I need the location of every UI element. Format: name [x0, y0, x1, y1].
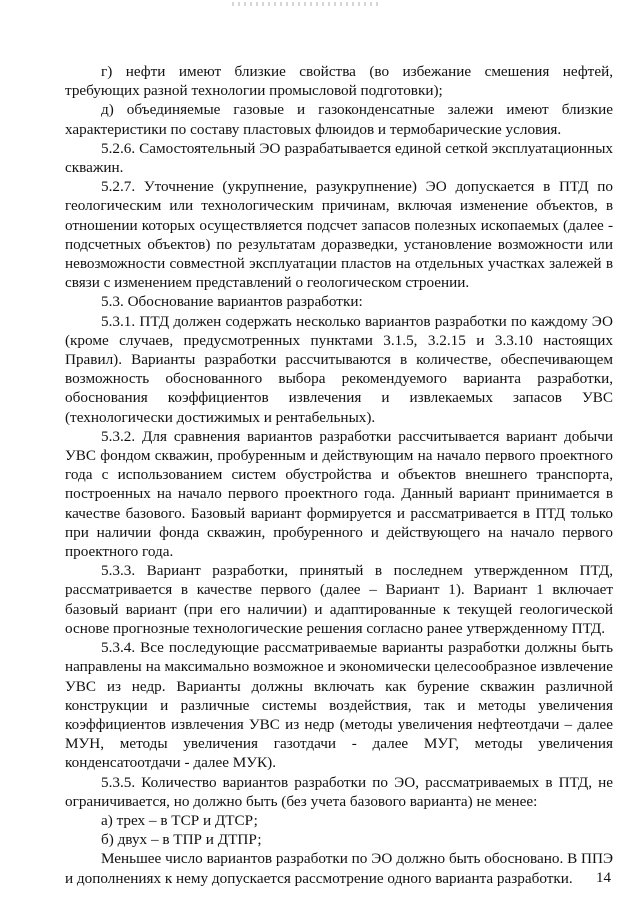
paragraph-item-g: г) нефти имеют близкие свойства (во избежание смешения нефтей, требующих разной технологии промысловой подготовки);	[65, 63, 613, 100]
paragraph-5-3-5: 5.3.5. Количество вариантов разработки по ЭО, рассматриваемых в ПТД, не ограничивается, но должно быть (без учета базового варианта) не менее:	[65, 773, 613, 810]
paragraph-5-3-2: 5.3.2. Для сравнения вариантов разработки рассчитывается вариант добычи УВС фондом скважин, пробуренным и действующим на начало первого проектного года с использованием систем обустройства и объектов внешнего транспорта, построенных на начало первого проектного года. Данный вариант принимается в качестве базового. Базовый вариант формируется и рассматривается в ПТД только при наличии фонда скважин, пробуренного и действующего на начало первого проектного года.	[65, 427, 613, 561]
list-item-a: а) трех – в ТСР и ДТСР;	[101, 811, 258, 829]
paragraph-closing: Меньшее число вариантов разработки по ЭО должно быть обосновано. В ППЭ и дополнениях к нему допускается рассмотрение одного варианта разработки.	[65, 850, 613, 887]
paragraph-5-3-1: 5.3.1. ПТД должен содержать несколько вариантов разработки по каждому ЭО (кроме случаев, предусмотренных пунктами 3.1.5, 3.2.15 и 3.3.10 настоящих Правил). Варианты разработки рассчитываются в количестве, обеспечивающем возможность обоснованного выбора рекомендуемого варианта разработки, обоснования коэффициентов извлечения и извлекаемых запасов УВС (технологически достижимых и рентабельных).	[65, 312, 613, 426]
section-heading-5-3: 5.3. Обоснование вариантов разработки:	[101, 293, 363, 311]
paragraph-5-2-7: 5.2.7. Уточнение (укрупнение, разукрупнение) ЭО допускается в ПТД по геологическим или технологическим причинам, включая изменение объектов, в отношении которых осуществляется подсчет запасов полезных ископаемых (далее - подсчетных объектов) по результатам доразведки, установление возможности или невозможности совместной эксплуатации пластов на отдельных участках залежей в связи с изменением представлений о геологическом строении.	[65, 178, 613, 292]
paragraph-item-d: д) объединяемые газовые и газоконденсатные залежи имеют близкие характеристики по составу пластовых флюидов и термобарические условия.	[65, 101, 613, 138]
list-item-b: б) двух – в ТПР и ДТПР;	[101, 831, 262, 849]
scan-artifact	[232, 2, 382, 6]
paragraph-5-2-6: 5.2.6. Самостоятельный ЭО разрабатывается единой сеткой эксплуатационных скважин.	[65, 139, 613, 177]
document-body	[65, 62, 613, 888]
paragraph-5-3-3: 5.3.3. Вариант разработки, принятый в последнем утвержденном ПТД, рассматривается в качестве первого (далее – Вариант 1). Вариант 1 включает базовый вариант (при его наличии) и адаптированные к текущей геологической основе прогнозные технологические решения согласно ранее утвержденному ПТД.	[65, 562, 613, 637]
page-number: 14	[596, 870, 611, 886]
paragraph-5-3-4: 5.3.4. Все последующие рассматриваемые варианты разработки должны быть направлены на максимально возможное и экономически целесообразное извлечение УВС из недр. Варианты должны включать как бурение скважин различной конструкции и различные системы воздействия, так и методы увеличения коэффициентов извлечения УВС из недр (методы увеличения нефтеотдачи – далее МУН, методы увеличения газотдачи - далее МУГ, методы увеличения конденсатоотдачи - далее МУК).	[65, 639, 613, 772]
